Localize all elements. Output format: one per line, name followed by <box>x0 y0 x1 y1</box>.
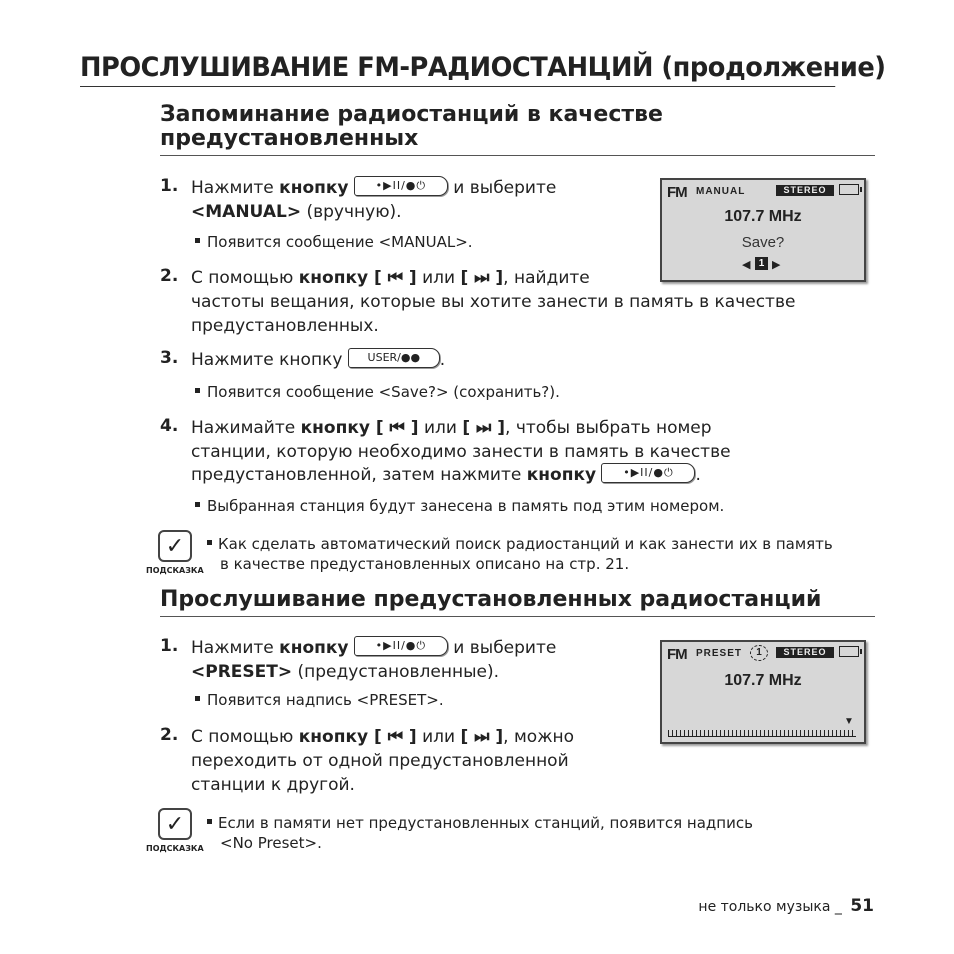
step-number: 2. <box>160 725 179 745</box>
lcd-frequency: 107.7 MHz <box>724 672 802 689</box>
triangle-down-icon: ▼ <box>844 716 854 727</box>
s2-step-1-note: Появится надпись <PRESET>. <box>195 690 444 710</box>
step-number: 1. <box>160 176 179 196</box>
lcd-mode-label: PRESET <box>696 648 743 659</box>
tip-1-line-2: в качестве предустановленных описано на стр. 21. <box>220 555 630 573</box>
s2-step-1-line-2: <PRESET> (предустановленные). <box>191 662 499 682</box>
tip-1-line-1: Как сделать автоматический поиск радиостанций и как занести их в память <box>207 534 833 554</box>
step-number: 4. <box>160 416 179 436</box>
section-heading-save-presets: Запоминание радиостанций в качестве предустановленных <box>160 103 875 156</box>
step-4-line-3: предустановленной, затем нажмите кнопку •▶II/●⏻ . <box>191 465 701 485</box>
page-number: 51 <box>850 896 874 916</box>
note-check-icon: ✓ <box>158 808 192 840</box>
arrow-right-icon: ▶ <box>772 259 781 271</box>
step-2-line-1: С помощью кнопку [ ⏮ ] или [ ⏭ ], найдите <box>191 268 590 288</box>
lcd-fm-label: FM <box>667 184 687 201</box>
lcd-stereo-badge: STEREO <box>776 647 834 658</box>
tip-2-line-2: <No Preset>. <box>220 834 322 852</box>
lcd-display-manual <box>660 178 866 282</box>
step-4-line-1: Нажимайте кнопку [ ⏮ ] или [ ⏭ ], чтобы выбрать номер <box>191 418 712 438</box>
lcd-preset-number: 1 <box>755 257 768 270</box>
s2-step-1-line-1: Нажмите кнопку •▶II/●⏻ и выберите <box>191 638 557 658</box>
battery-icon <box>839 646 859 657</box>
section-heading-listen-presets: Прослушивание предустановленных радиостанций <box>160 588 875 617</box>
step-2-line-2: частоты вещания, которые вы хотите занести в память в качестве <box>191 292 796 312</box>
step-1-line-2: <MANUAL> (вручную). <box>191 202 402 222</box>
step-4-line-2: станции, которую необходимо занести в память в качестве <box>191 442 731 462</box>
lcd-mode-label: MANUAL <box>696 186 746 197</box>
user-button-icon: USER/●● <box>348 348 440 368</box>
play-pause-button-icon: •▶II/●⏻ <box>354 176 448 196</box>
page-footer <box>698 896 874 916</box>
play-pause-button-icon: •▶II/●⏻ <box>601 463 695 483</box>
tip-label: ПОДСКАЗКА <box>146 566 204 575</box>
lcd-preset-number: 1 <box>750 645 768 661</box>
lcd-display-preset <box>660 640 866 744</box>
step-1-line-1: Нажмите кнопку •▶II/●⏻ и выберите <box>191 178 557 198</box>
lcd-frequency: 107.7 MHz <box>724 208 802 225</box>
tip-2-line-1: Если в памяти нет предустановленных станций, появится надпись <box>207 813 753 833</box>
note-check-icon: ✓ <box>158 530 192 562</box>
tip-label: ПОДСКАЗКА <box>146 844 204 853</box>
step-number: 3. <box>160 348 179 368</box>
step-3-note: Появится сообщение <Save?> (сохранить?). <box>195 382 560 402</box>
step-3-line-1: Нажмите кнопку USER/●● . <box>191 350 446 370</box>
step-number: 2. <box>160 266 179 286</box>
s2-step-2-line-2: переходить от одной предустановленной <box>191 751 569 771</box>
battery-icon <box>839 184 859 195</box>
step-number: 1. <box>160 636 179 656</box>
lcd-fm-label: FM <box>667 646 687 663</box>
s2-step-2-line-3: станции к другой. <box>191 775 355 795</box>
s2-step-2-line-1: С помощью кнопку [ ⏮ ] или [ ⏭ ], можно <box>191 727 575 747</box>
page-title: ПРОСЛУШИВАНИЕ FM-РАДИОСТАНЦИЙ (продолжение) <box>80 52 835 87</box>
lcd-message: Save? <box>741 234 785 251</box>
step-4-note: Выбранная станция будут занесена в память под этим номером. <box>195 496 724 516</box>
step-1-note: Появится сообщение <MANUAL>. <box>195 232 473 252</box>
step-2-line-3: предустановленных. <box>191 316 379 336</box>
play-pause-button-icon: •▶II/●⏻ <box>354 636 448 656</box>
arrow-left-icon: ◀ <box>742 259 751 271</box>
lcd-stereo-badge: STEREO <box>776 185 834 196</box>
footer-text: не только музыка _ <box>698 899 842 915</box>
frequency-scale <box>668 730 856 737</box>
